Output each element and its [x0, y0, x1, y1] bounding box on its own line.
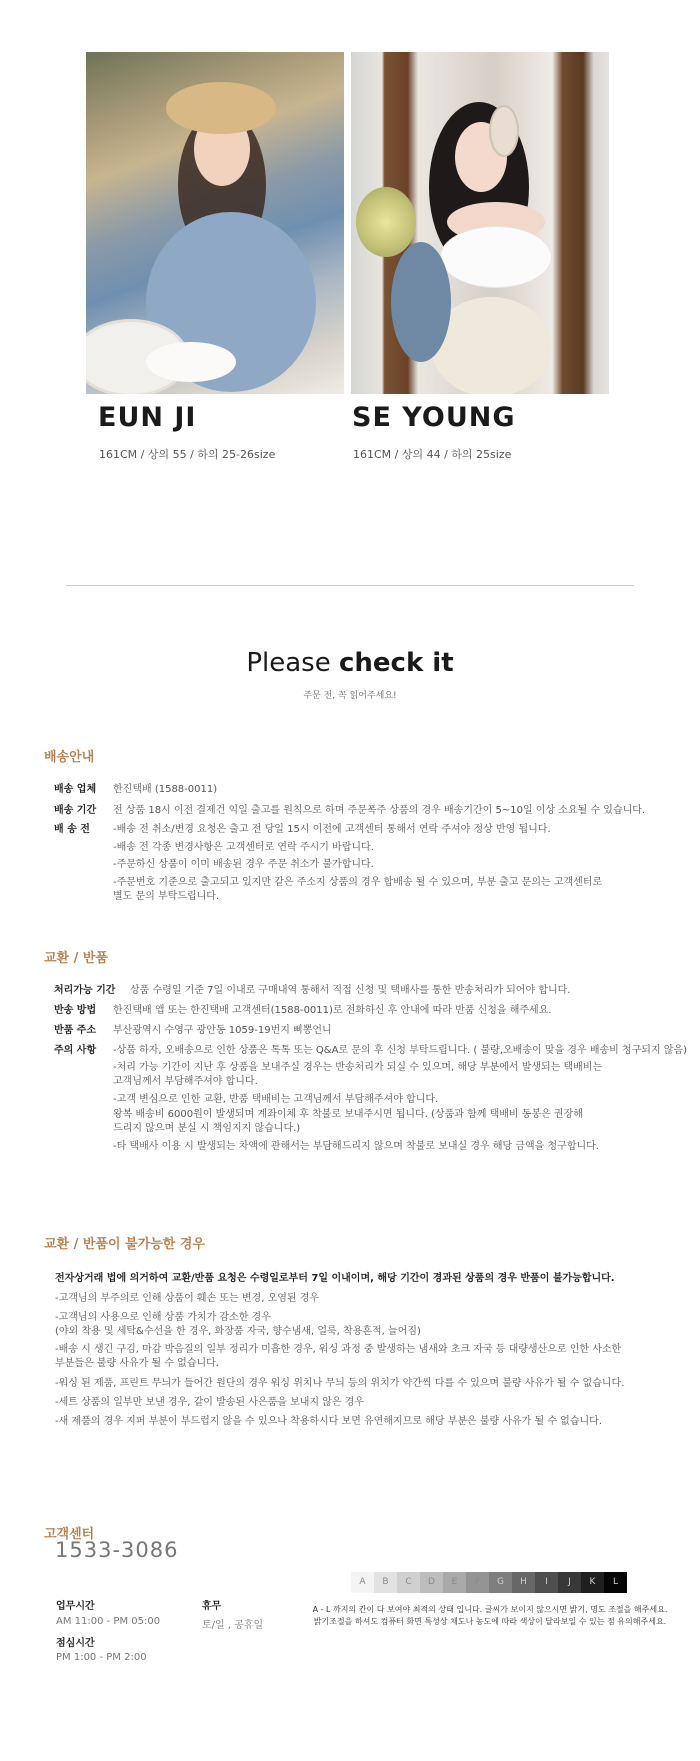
model-name: SE YOUNG [352, 402, 516, 433]
color-notice-1: A - L 까지의 칸이 다 보여야 최적의 상태 입니다. 글씨가 보이지 않으시면 밝기, 명도 조절을 해주세요. [312, 1605, 668, 1614]
section-title-unavailable: 교환 / 반품이 불가능한 경우 [44, 1237, 205, 1252]
swatch-label: E [451, 1577, 458, 1587]
row-label: 배송 기간 [54, 805, 97, 816]
unavailable-item: -배송 시 생긴 구김, 마감 박음질의 일부 정리가 미흡한 경우, 워싱 과정 중 발생하는 냄새와 초크 자국 등 대량생산으로 인한 사소한 [55, 1344, 622, 1355]
swatch-label: J [568, 1577, 571, 1587]
row-value: 별도 문의 부탁드립니다. [113, 891, 220, 902]
swatch-label: G [497, 1577, 504, 1587]
row-value: 왕복 배송비 6000원이 발생되며 계좌이체 후 착불로 보내주시면 됩니다. (상품과 함께 택배비 동봉은 권장해 [113, 1109, 583, 1120]
swatch-label: C [405, 1577, 412, 1587]
swatch-j [558, 1572, 581, 1593]
model-spec: 161CM / 상의 55 / 하의 25-26size [99, 448, 276, 461]
section-title-shipping: 배송안내 [44, 750, 95, 765]
unavailable-item: -고객님의 사용으로 인해 상품 가치가 감소한 경우 [55, 1312, 271, 1323]
row-label: 배송 업체 [54, 784, 97, 795]
swatch-label: I [545, 1577, 548, 1587]
row-value: 고객님께서 부담해주셔야 합니다. [113, 1076, 258, 1087]
model-photo-se-young [351, 52, 609, 394]
swatch-f [466, 1572, 489, 1593]
row-value: 한진택배 앱 또는 한진택배 고객센터(1588-0011)로 전화하신 후 안내에 따라 반품 신청을 해주세요. [113, 1005, 552, 1016]
row-label: 반품 주소 [54, 1025, 97, 1036]
photo-top [441, 227, 551, 287]
unavailable-item: 부분들은 불량 사유가 될 수 없습니다. [55, 1358, 219, 1369]
swatch-label: A [359, 1577, 366, 1587]
section-title-customer-center: 고객센터 [44, 1527, 95, 1542]
photo-jacket [391, 242, 451, 362]
color-notice-2: 밝기조절을 하셔도 컴퓨터 화면 특성상 채도나 농도에 따라 색상이 달라보일 수 있는 점 유의해주세요. [313, 1617, 667, 1626]
row-value: -배송 전 취소/변경 요청은 출고 전 당일 15시 이전에 고객센터 통해서 연락 주셔야 정상 반영 됩니다. [113, 824, 551, 835]
row-value: 드리지 않으며 분실 시 책임지지 않습니다.) [113, 1123, 301, 1134]
row-value: -타 택배사 이용 시 발생되는 차액에 관해서는 부담해드리지 않으며 착불로 보내실 경우 해당 금액을 청구합니다. [113, 1141, 599, 1152]
model-spec: 161CM / 상의 44 / 하의 25size [353, 448, 512, 461]
row-label: 배 송 전 [54, 824, 90, 835]
unavailable-headline: 전자상거래 법에 의거하여 교환/반품 요청은 수령일로부터 7일 이내이며, 해당 기간이 경과된 상품의 경우 반품이 불가능합니다. [55, 1273, 615, 1284]
unavailable-item: -고객님의 부주의로 인해 상품이 훼손 또는 변경, 오염된 경우 [55, 1293, 320, 1304]
row-value: -상품 하자, 오배송으로 인한 상품은 톡톡 또는 Q&A로 문의 후 신청 부탁드립니다. ( 불량,오배송이 맞을 경우 배송비 청구되지 않음) [113, 1045, 688, 1056]
swatch-l [604, 1572, 627, 1593]
unavailable-item: -워싱 된 제품, 프린트 무늬가 들어간 원단의 경우 워싱 위치나 무늬 등의 위치가 약간씩 다를 수 있으며 불량 사유가 될 수 없습니다. [55, 1378, 625, 1389]
row-value: -주문하신 상품이 이미 배송된 경우 주문 취소가 불가합니다. [113, 859, 374, 870]
row-value: 부산광역시 수영구 광안동 1059-19번지 삐뽕언니 [113, 1025, 332, 1036]
off-value: 토/일 , 공휴일 [202, 1620, 264, 1631]
swatch-b [374, 1572, 397, 1593]
row-value: -주문번호 기준으로 출고되고 있지만 같은 주소지 상품의 경우 합배송 될 수 있으며, 부분 출고 문의는 고객센터로 [113, 877, 603, 888]
swatch-label: D [428, 1577, 435, 1587]
photo-flower [356, 187, 416, 257]
row-value: 한진택배 (1588-0011) [113, 784, 218, 795]
photo-plate [146, 342, 236, 382]
swatch-label: F [474, 1577, 481, 1587]
row-value: -배송 전 각종 변경사항은 고객센터로 연락 주시기 바랍니다. [113, 842, 374, 853]
title-light: Please [246, 648, 339, 678]
row-value: 상품 수령일 기준 7일 이내로 구매내역 통해서 직접 신청 및 택배사를 통한 반송처리가 되어야 합니다. [130, 985, 571, 996]
unavailable-item: -새 제품의 경우 지퍼 부분이 부드럽지 않을 수 있으나 착용하시다 보면 유연해지므로 해당 부분은 불량 사유가 될 수 없습니다. [55, 1416, 603, 1427]
swatch-a [351, 1572, 374, 1593]
title-bold: check it [338, 648, 454, 678]
off-label: 휴무 [202, 1601, 222, 1612]
swatch-i [535, 1572, 558, 1593]
row-value: 전 상품 18시 이전 결제건 익일 출고를 원칙으로 하며 주문폭주 상품의 경우 배송기간이 5~10일 이상 소요될 수 있습니다. [113, 805, 646, 816]
page-title [0, 648, 700, 678]
customer-center-phone: 1533-3086 [55, 1538, 179, 1562]
section-divider [66, 585, 634, 586]
page-subtitle: 주문 전, 꼭 읽어주세요! [303, 691, 397, 701]
swatch-label: B [382, 1577, 389, 1587]
unavailable-item: (야외 착용 및 세탁&수선을 한 경우, 화장품 자국, 향수냄새, 얼룩, 착용흔적, 늘어짐) [55, 1326, 421, 1337]
swatch-c [397, 1572, 420, 1593]
section-title-exchange: 교환 / 반품 [44, 951, 109, 966]
row-label: 반송 방법 [54, 1005, 97, 1016]
lunch-value: PM 1:00 - PM 2:00 [56, 1652, 147, 1663]
row-label: 주의 사항 [54, 1045, 97, 1056]
swatch-label: H [520, 1577, 527, 1587]
model-photo-eun-ji [86, 52, 344, 394]
row-value: -처리 가능 기간이 지난 후 상품을 보내주실 경우는 반송처리가 되실 수 있으며, 해당 부분에서 발생되는 택배비는 [113, 1062, 603, 1073]
photo-phone [491, 107, 517, 155]
swatch-label: L [612, 1577, 618, 1587]
lunch-label: 점심시간 [56, 1638, 95, 1649]
swatch-label: K [589, 1577, 596, 1587]
unavailable-item: -세트 상품의 일부만 보낸 경우, 같이 발송된 사은품을 보내지 않은 경우 [55, 1397, 365, 1408]
swatch-d [420, 1572, 443, 1593]
swatch-h [512, 1572, 535, 1593]
photo-hat [166, 82, 276, 134]
swatch-g [489, 1572, 512, 1593]
swatch-e [443, 1572, 466, 1593]
row-label: 처리가능 기간 [54, 985, 116, 996]
hours-label: 업무시간 [56, 1601, 95, 1612]
swatch-k [581, 1572, 604, 1593]
model-name: EUN JI [98, 402, 197, 433]
hours-value: AM 11:00 - PM 05:00 [56, 1616, 161, 1627]
row-value: -고객 변심으로 인한 교환, 반품 택배비는 고객님께서 부담해주셔야 합니다. [113, 1094, 439, 1105]
